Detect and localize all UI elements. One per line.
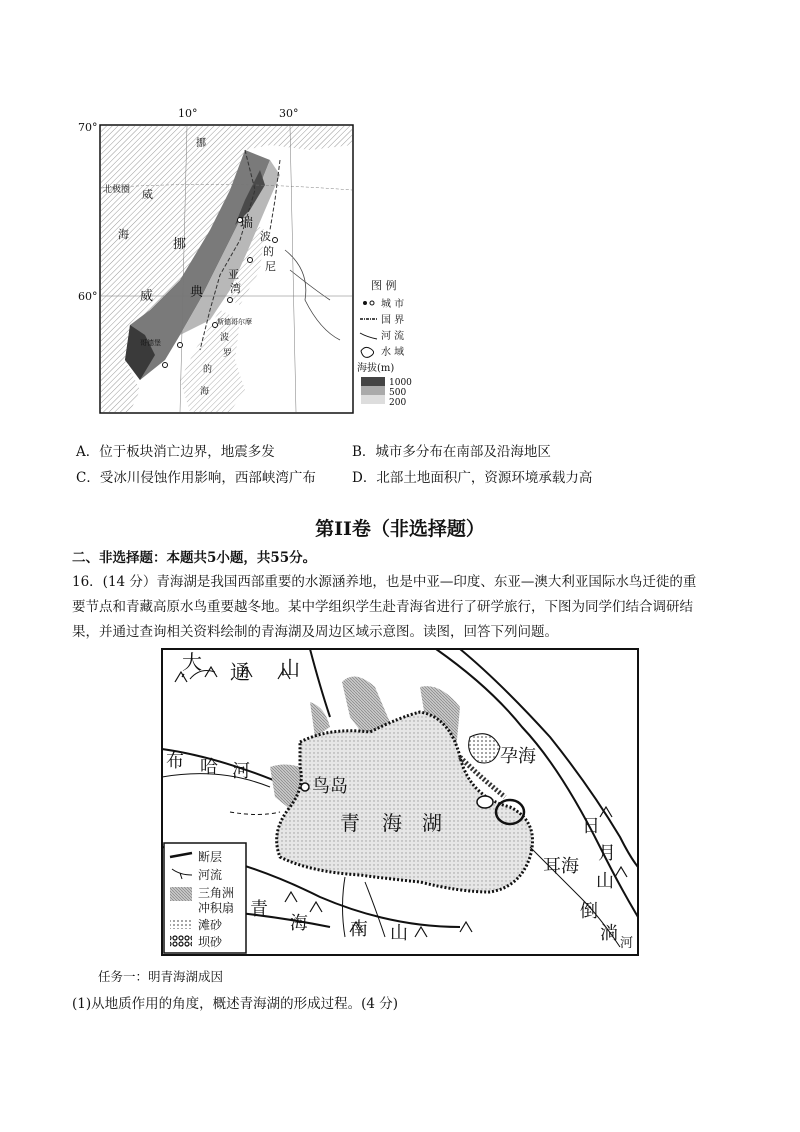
label-riyue: 山 xyxy=(596,871,614,892)
label-riyue: 月 xyxy=(598,843,616,864)
place-label: 海 xyxy=(200,387,210,397)
bird-island-marker xyxy=(301,783,309,791)
city-marker xyxy=(248,258,253,263)
label-qinghainan: 南 xyxy=(350,919,368,940)
legend-item: 冲积扇 xyxy=(198,901,235,915)
option-a: A．位于板块消亡边界，地震多发 xyxy=(76,444,275,460)
label-daotang: 淌 xyxy=(600,923,618,944)
label-niaodao: 鸟岛 xyxy=(312,776,348,797)
legend-item: 滩砂 xyxy=(198,918,223,932)
place-label: 斯德哥尔摩 xyxy=(217,318,252,326)
legend-item: 三角洲 xyxy=(198,886,235,900)
label-buha: 河 xyxy=(232,761,250,782)
option-c: C．受冰川侵蚀作用影响，西部峡湾广布 xyxy=(76,470,316,486)
section-subtitle: 二、非选择题：本题共5小题，共55分。 xyxy=(72,550,317,566)
place-label: 威 xyxy=(142,188,153,201)
place-label: 罗 xyxy=(223,349,233,359)
label-qinghainan: 山 xyxy=(390,923,408,944)
elevation-value: 1000 xyxy=(389,378,412,388)
option-b: B．城市多分布在南部及沿海地区 xyxy=(352,444,551,460)
city-marker xyxy=(163,363,168,368)
label-buha: 哈 xyxy=(200,757,218,778)
legend-item: 河 流 xyxy=(381,331,405,342)
place-label: 波 xyxy=(260,230,271,243)
label-lake: 青 xyxy=(340,811,360,835)
q16-line: 果，并通过查询相关资料绘制的青海湖及周边区域示意图。读图，回答下列问题。 xyxy=(72,624,558,640)
legend-item: 国 界 xyxy=(381,315,405,326)
legend-item: 断层 xyxy=(198,850,223,864)
section-title: 第II卷（非选择题） xyxy=(315,518,485,540)
legend-item: 城 市 xyxy=(381,299,405,310)
option-d: D．北部土地面积广，资源环境承载力高 xyxy=(352,470,593,486)
place-label: 波 xyxy=(220,333,230,343)
lat-label: 60° xyxy=(78,290,98,303)
task-question-1: (1)从地质作用的角度，概述青海湖的形成过程。(4 分) xyxy=(72,996,399,1012)
lon-label: 10° xyxy=(178,107,198,120)
label-qinghainan: 海 xyxy=(290,913,308,934)
elevation-title: 海拔(m) xyxy=(357,363,395,374)
place-label: 威 xyxy=(140,289,154,304)
place-label: 典 xyxy=(190,285,204,300)
legend-title: 图 例 xyxy=(371,279,397,292)
legend-item: 水 域 xyxy=(381,347,405,358)
legend-item: 河流 xyxy=(198,868,223,882)
q16-line: 要节点和青藏高原水鸟重要越冬地。某中学组织学生赴青海省进行了研学旅行，下图为同学们结合调研结 xyxy=(72,599,693,615)
label-lake: 海 xyxy=(382,811,402,835)
label-gahai: 孕海 xyxy=(500,746,536,767)
scandinavia-legend xyxy=(355,275,425,415)
qinghai-lake-map xyxy=(160,647,640,957)
place-label: 挪 xyxy=(196,138,206,149)
label-riyue: 日 xyxy=(582,816,600,837)
place-label: 北极圈 xyxy=(103,185,131,195)
city-marker xyxy=(228,298,233,303)
label-buha: 布 xyxy=(166,751,184,772)
place-label: 瑞 xyxy=(240,216,254,231)
lon-label: 30° xyxy=(279,107,299,120)
elevation-value: 500 xyxy=(389,388,407,398)
label-daotang: 倒 xyxy=(580,901,598,922)
city-marker xyxy=(178,343,183,348)
label-qinghainan: 青 xyxy=(250,899,268,920)
task-label: 任务一：明青海湖成因 xyxy=(98,969,224,984)
city-marker xyxy=(273,238,278,243)
label-erhai: 耳海 xyxy=(543,856,579,877)
place-label: 湾 xyxy=(230,282,241,295)
label-datong: 通 xyxy=(230,660,250,684)
place-label: 挪 xyxy=(173,237,187,252)
label-daotang: 河 xyxy=(620,936,634,951)
place-label: 的 xyxy=(203,365,213,375)
legend-item: 坝砂 xyxy=(198,935,223,949)
place-label: 尼 xyxy=(265,260,276,273)
elevation-value: 200 xyxy=(389,398,407,408)
place-label: 哥德堡 xyxy=(140,339,161,347)
place-label: 的 xyxy=(263,245,274,258)
label-datong: 山 xyxy=(280,656,300,680)
label-lake: 湖 xyxy=(422,811,442,835)
place-label: 海 xyxy=(118,228,129,241)
place-label: 亚 xyxy=(228,268,239,281)
label-datong: 大 xyxy=(182,650,202,674)
lat-label: 70° xyxy=(78,121,98,134)
q16-line: 16．(14 分）青海湖是我国西部重要的水源涵养地，也是中亚—印度、东亚—澳大利亚国际水鸟迁徙的重 xyxy=(72,574,697,590)
